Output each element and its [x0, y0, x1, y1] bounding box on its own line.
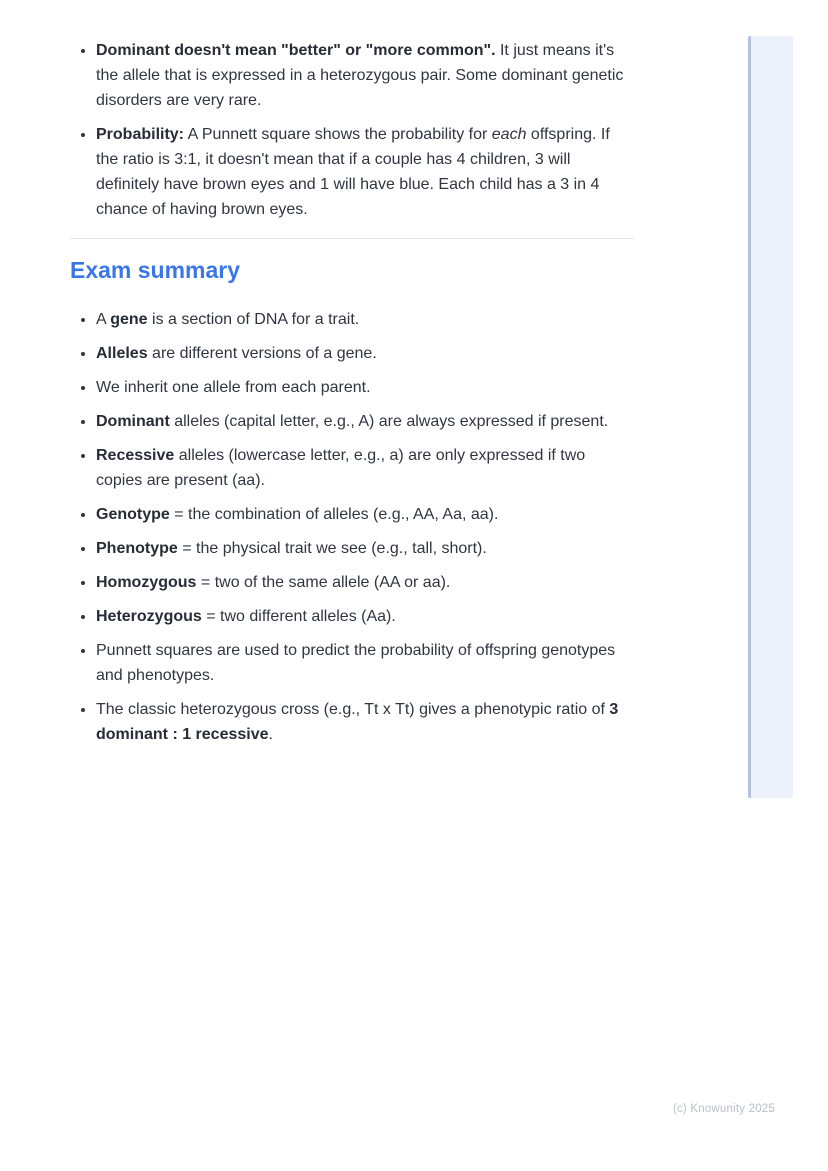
list-item-text: Alleles — [96, 345, 148, 362]
list-item-text: Phenotype — [96, 540, 178, 557]
list-item-text: Punnett squares are used to predict the probability of offspring genotypes and phenotypes. — [96, 642, 616, 684]
section-divider — [70, 238, 634, 239]
list-item — [96, 604, 634, 629]
next-page-preview-strip[interactable] — [748, 36, 793, 798]
list-item-text: is a section of DNA for a trait. — [147, 311, 360, 328]
list-item — [96, 122, 634, 222]
list-item — [96, 443, 634, 493]
list-item-text: It just means it's the allele that is expressed in a heterozygous pair. Some dominant genetic disorders are very rare. — [96, 42, 624, 109]
list-item-text: offspring. If the ratio is 3:1, it doesn't mean that if a couple has 4 children, 3 will definitely have brown eyes and 1 will have blue. Each child has a 3 in 4 chance of having brown eyes. — [96, 126, 610, 218]
list-item-text: = the combination of alleles (e.g., AA, Aa, aa). — [169, 506, 499, 523]
list-item — [96, 375, 634, 400]
document-content — [70, 38, 634, 756]
list-item-text: each — [491, 126, 527, 143]
list-item-text: are different versions of a gene. — [147, 345, 377, 362]
exam-summary-list — [70, 307, 634, 747]
list-item — [96, 638, 634, 688]
list-item-text: 3 dominant : 1 recessive — [96, 701, 619, 743]
list-item — [96, 536, 634, 561]
list-item — [96, 38, 634, 113]
list-item-text: = two different alleles (Aa). — [201, 608, 396, 625]
list-item-text: alleles (capital letter, e.g., A) are always expressed if present. — [169, 413, 609, 430]
copyright-footer: (c) Knowunity 2025 — [672, 1103, 775, 1115]
exam-summary-heading: Exam summary — [70, 257, 241, 283]
list-item-text: Recessive — [96, 447, 175, 464]
key-points-list — [70, 38, 634, 222]
list-item-text: Heterozygous — [96, 608, 202, 625]
list-item-text: . — [268, 726, 273, 743]
list-item-text: Probability: — [96, 126, 185, 143]
list-item-text: alleles (lowercase letter, e.g., a) are only expressed if two copies are present (aa). — [96, 447, 586, 489]
list-item-text: The classic heterozygous cross (e.g., Tt x Tt) gives a phenotypic ratio of — [96, 701, 610, 718]
list-item-text: = the physical trait we see (e.g., tall, short). — [177, 540, 487, 557]
list-item-text: = two of the same allele (AA or aa). — [196, 574, 451, 591]
list-item-text: A Punnett square shows the probability for — [184, 126, 492, 143]
list-item-text: Genotype — [96, 506, 170, 523]
list-item-text: Homozygous — [96, 574, 197, 591]
list-item-text: We inherit one allele from each parent. — [96, 379, 371, 396]
list-item — [96, 341, 634, 366]
list-item — [96, 502, 634, 527]
list-item-text: gene — [110, 311, 148, 328]
list-item-text: A — [96, 311, 111, 328]
list-item — [96, 570, 634, 595]
list-item-text: Dominant — [96, 413, 170, 430]
list-item-text: Dominant doesn't mean "better" or "more common". — [96, 42, 496, 59]
list-item — [96, 409, 634, 434]
list-item — [96, 307, 634, 332]
list-item — [96, 697, 634, 747]
